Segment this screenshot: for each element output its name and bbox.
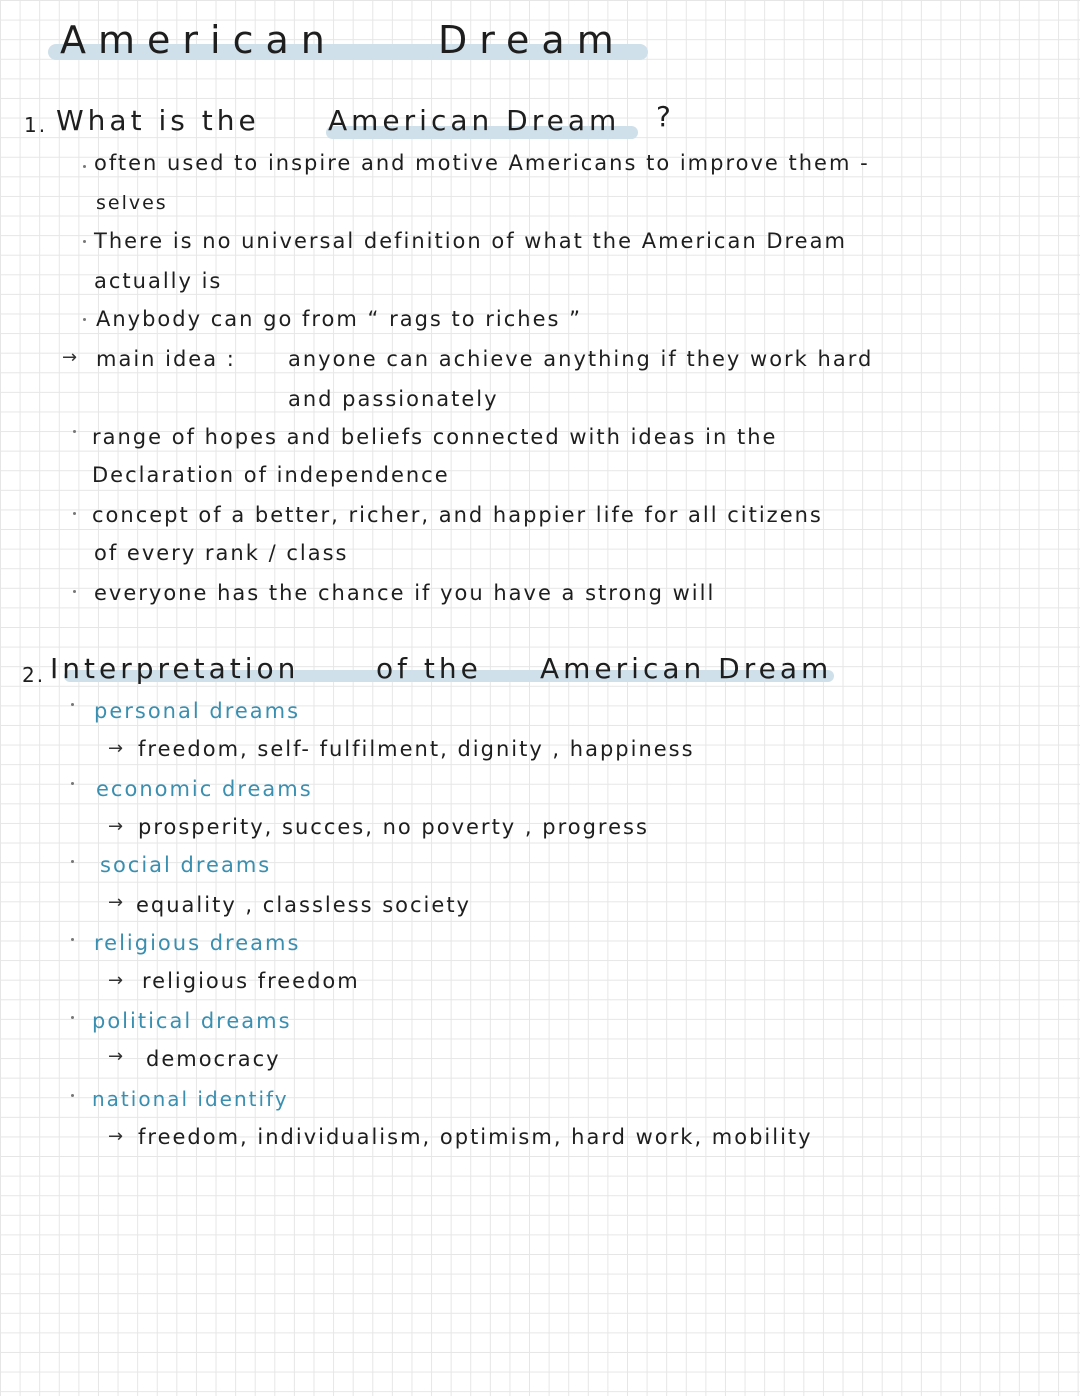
right-arrow-icon: → bbox=[108, 970, 124, 991]
s2-item-political-detail: democracy bbox=[146, 1047, 281, 1071]
section2-heading-interpretation: Interpretation bbox=[50, 652, 300, 685]
s2-item-national-detail: freedom, individualism, optimism, hard work, mobility bbox=[138, 1125, 813, 1149]
section1-heading-what: What is the bbox=[56, 104, 260, 137]
dot-bullet-icon bbox=[71, 1016, 74, 1019]
s1-line-rags: Anybody can go from “ rags to riches ” bbox=[96, 307, 583, 331]
s1-line-inspire: often used to inspire and motive Americans to improve them - bbox=[94, 151, 870, 175]
dot-bullet-icon bbox=[71, 703, 74, 706]
section1-heading-question: ? bbox=[656, 100, 675, 133]
s2-item-political-label: political dreams bbox=[92, 1009, 292, 1033]
right-arrow-icon: → bbox=[108, 816, 124, 837]
section1-number: 1. bbox=[24, 113, 48, 137]
s2-item-economic-label: economic dreams bbox=[96, 777, 313, 801]
s1-line-inspire-cont: selves bbox=[96, 192, 168, 214]
s1-line-better-life-cont: of every rank / class bbox=[94, 541, 349, 565]
s1-line-better-life: concept of a better, richer, and happier life for all citizens bbox=[92, 503, 823, 527]
s2-item-personal-label: personal dreams bbox=[94, 699, 301, 723]
s2-item-social-detail: equality , classless society bbox=[136, 893, 471, 917]
section2-heading-of-the: of the bbox=[376, 652, 482, 685]
title-american: American bbox=[60, 18, 337, 62]
s2-item-social-label: social dreams bbox=[100, 853, 272, 877]
dot-bullet-icon bbox=[83, 165, 86, 168]
s1-line-definition: There is no universal definition of what the American Dream bbox=[94, 229, 847, 253]
s1-line-beliefs-cont: Declaration of independence bbox=[92, 463, 450, 487]
dot-bullet-icon bbox=[71, 860, 74, 863]
section1-heading-american-dream: American Dream bbox=[328, 104, 621, 137]
right-arrow-icon: → bbox=[62, 347, 78, 368]
section2-number: 2. bbox=[22, 663, 46, 687]
dot-bullet-icon bbox=[83, 318, 86, 321]
section2-heading-american-dream: American Dream bbox=[540, 652, 833, 685]
s1-line-beliefs: range of hopes and beliefs connected with ideas in the bbox=[92, 425, 778, 449]
s2-item-religious-detail: religious freedom bbox=[142, 969, 360, 993]
dot-bullet-icon bbox=[83, 240, 86, 243]
s2-item-economic-detail: prosperity, succes, no poverty , progress bbox=[138, 815, 649, 839]
s1-main-idea-text: anyone can achieve anything if they work hard bbox=[288, 347, 874, 371]
s1-line-definition-cont: actually is bbox=[94, 269, 223, 293]
s2-item-religious-label: religious dreams bbox=[94, 931, 301, 955]
s2-item-personal-detail: freedom, self- fulfilment, dignity , happiness bbox=[138, 737, 695, 761]
s1-main-idea-label: main idea : bbox=[96, 347, 236, 371]
right-arrow-icon: → bbox=[108, 1046, 124, 1067]
dot-bullet-icon bbox=[73, 430, 76, 433]
s2-item-national-label: national identify bbox=[92, 1087, 289, 1111]
dot-bullet-icon bbox=[73, 590, 76, 593]
right-arrow-icon: → bbox=[108, 1126, 124, 1147]
s1-line-chance: everyone has the chance if you have a strong will bbox=[94, 581, 716, 605]
dot-bullet-icon bbox=[71, 1094, 74, 1097]
dot-bullet-icon bbox=[73, 512, 76, 515]
s1-main-idea-text-cont: and passionately bbox=[288, 387, 499, 411]
right-arrow-icon: → bbox=[108, 738, 124, 759]
title-dream: Dream bbox=[438, 18, 626, 62]
dot-bullet-icon bbox=[71, 938, 74, 941]
dot-bullet-icon bbox=[71, 782, 74, 785]
right-arrow-icon: → bbox=[108, 892, 124, 913]
